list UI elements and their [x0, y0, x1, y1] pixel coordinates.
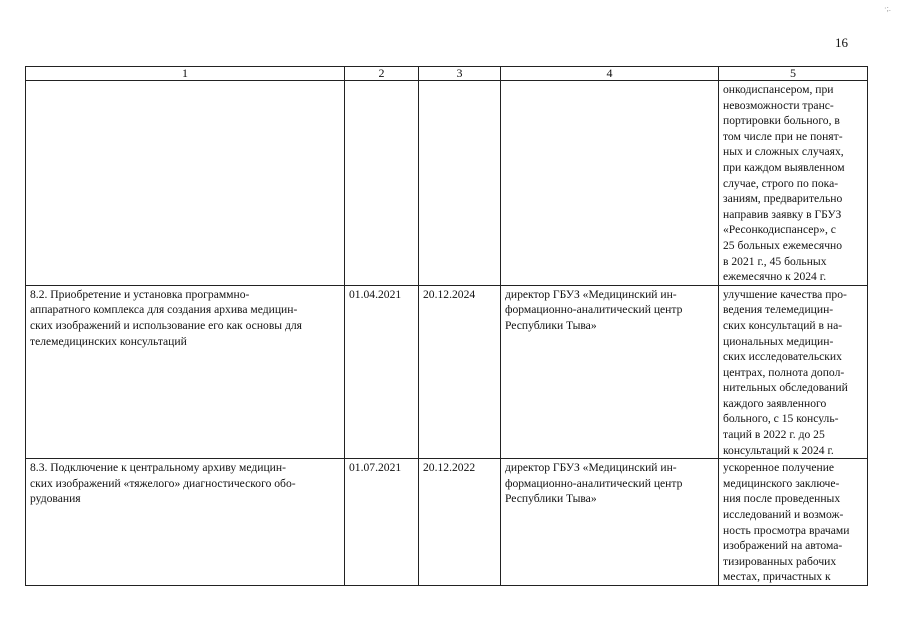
activity-table — [25, 66, 868, 586]
column-header-4: 4 — [501, 67, 719, 81]
cell-text: онкодиспансером, при невозможности транс- портировки больного, в том числе при не понят- ных и сложных случаях, при каждом выявленном случае, строго по пока- заниям, предварительно направив заявку в ГБУЗ «Ресонкодиспансер», с 25 больных ежемесячно в 2021 г., 45 больных ежемесячно к 2024 г. — [723, 83, 845, 284]
cell-start-date — [345, 81, 419, 286]
scan-corner-mark: ·;. — [884, 4, 891, 13]
cell-end-date — [419, 459, 501, 586]
cell-responsible — [501, 81, 719, 286]
cell-responsible — [501, 285, 719, 459]
cell-activity — [26, 459, 345, 586]
cell-start-date — [345, 459, 419, 586]
cell-activity — [26, 81, 345, 286]
cell-text: 01.07.2021 — [349, 461, 402, 475]
cell-text: улучшение качества про- ведения телемедицин- ских консультаций в на- циональных медицин- ских исследовательских центрах, полнота допол- нительных обследований каждого заявленного больного, с 15 консуль- таций в 2022 г. до 25 консультаций к 2024 г. — [723, 287, 848, 457]
cell-responsible — [501, 459, 719, 586]
column-header-5: 5 — [719, 67, 868, 81]
cell-text: 20.12.2022 — [423, 461, 476, 475]
column-header-3: 3 — [419, 67, 501, 81]
cell-result — [719, 285, 868, 459]
cell-text: 8.3. Подключение к центральному архиву медицин- ских изображений «тяжелого» диагностического обо- рудования — [30, 461, 296, 506]
column-header-2: 2 — [345, 67, 419, 81]
cell-result — [719, 81, 868, 286]
table-header-row — [26, 67, 868, 81]
cell-text: ускоренное получение медицинского заключе- ния после проведенных исследований и возмож- ность просмотра врачами изображений на автома- тизированных рабочих местах, причастных к — [723, 461, 850, 584]
table-row — [26, 285, 868, 459]
page-number: 16 — [835, 35, 848, 50]
cell-text: директор ГБУЗ «Медицинский ин- формационно-аналитический центр Республики Тыва» — [505, 461, 683, 506]
cell-start-date — [345, 285, 419, 459]
column-header-1: 1 — [26, 67, 345, 81]
table-row — [26, 81, 868, 286]
cell-end-date — [419, 81, 501, 286]
cell-result — [719, 459, 868, 586]
cell-activity — [26, 285, 345, 459]
cell-text: 01.04.2021 — [349, 287, 402, 301]
cell-text: 8.2. Приобретение и установка программно- аппаратного комплекса для создания архива медицин- ских изображений и использование его как основы для телемедицинских консультаций — [30, 287, 303, 348]
cell-end-date — [419, 285, 501, 459]
cell-text: директор ГБУЗ «Медицинский ин- формационно-аналитический центр Республики Тыва» — [505, 287, 683, 332]
table-row — [26, 459, 868, 586]
cell-text: 20.12.2024 — [423, 287, 476, 301]
